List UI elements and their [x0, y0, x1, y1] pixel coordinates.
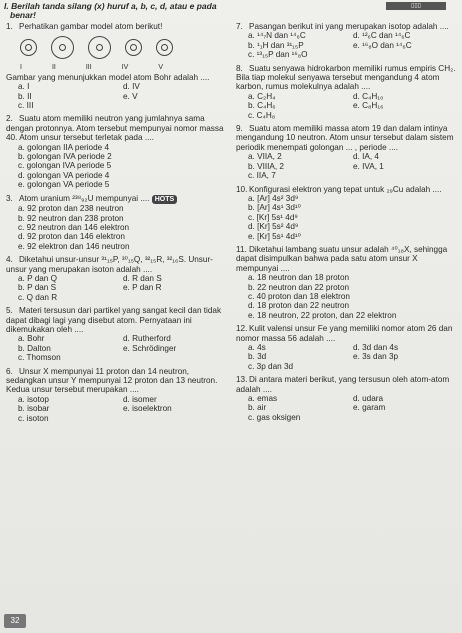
answer-option[interactable]: b. Dalton — [18, 343, 51, 353]
question-text: Konfigurasi elektron yang tepat untuk ₂₉Cu adalah .... — [249, 184, 442, 194]
question-stem — [236, 324, 458, 343]
answer-option[interactable]: e. 18 neutron, 22 proton, dan 22 elektron — [248, 310, 397, 320]
question-text: Kulit valensi unsur Fe yang memiliki nomor atom 26 dan nomor massa 56 adalah .... — [236, 324, 453, 343]
question-number: 3. — [6, 193, 13, 203]
answer-option[interactable]: a. 18 neutron dan 18 proton — [248, 273, 350, 283]
question-8 — [236, 64, 458, 120]
answer-option[interactable]: a. emas — [248, 394, 278, 404]
answer-option[interactable]: e. V — [123, 91, 138, 101]
answer-option[interactable]: a. [Ar] 4s² 3d⁹ — [248, 193, 299, 203]
question-text: Perhatikan gambar model atom berikut! — [19, 22, 163, 31]
answer-option[interactable]: b. golongan IVA periode 2 — [18, 152, 112, 162]
question-1 — [6, 22, 228, 110]
instruction-line-2: benar! — [10, 10, 36, 20]
question-stem — [6, 255, 228, 274]
answer-option[interactable]: d. [Kr] 5s² 4d⁹ — [248, 222, 299, 232]
nucleus-icon — [161, 44, 168, 51]
atom-label: II — [51, 64, 56, 72]
answer-option[interactable]: d. 92 proton dan 146 elektron — [18, 232, 125, 242]
answer-option[interactable]: d. R dan S — [123, 273, 162, 283]
question-number: 6. — [6, 366, 13, 376]
atom-model-4-icon — [125, 39, 142, 56]
answer-option[interactable]: b. 22 neutron dan 22 proton — [248, 282, 350, 292]
answer-option[interactable]: c. Thomson — [18, 353, 61, 363]
answer-option[interactable]: d. golongan VA periode 4 — [18, 170, 110, 180]
answer-option[interactable]: b. [Ar] 4s¹ 3d¹⁰ — [248, 203, 301, 213]
answer-option[interactable]: e. garam — [353, 403, 386, 413]
question-text-2: Gambar yang menunjukkan model atom Bohr adalah .... — [6, 72, 210, 82]
question-12 — [236, 324, 458, 371]
answer-options — [6, 82, 228, 110]
answer-options — [236, 31, 458, 59]
question-4 — [6, 255, 228, 302]
answer-option[interactable]: d. isomer — [123, 394, 157, 404]
question-stem — [236, 64, 458, 92]
question-number: 13. — [236, 375, 248, 385]
question-number: 1. — [6, 22, 13, 31]
answer-option[interactable]: c. ¹³₁₅P dan ¹⁶₈O — [248, 50, 308, 60]
answer-option[interactable]: d. C₄H₁₀ — [353, 91, 384, 101]
answer-option[interactable]: b. isobar — [18, 404, 50, 414]
question-text: Diketahui lambang suatu unsur adalah ⁴⁰₁₈X, sehingga dapat disimpulkan bahwa pada satu atom unsur X mempunyai .... — [236, 244, 448, 273]
question-text: Suatu atom memiliki massa atom 19 dan dalam intinya mengandung 10 neutron. Atom unsur tersebut dalam sistem periodik menempati golongan ... , periode .... — [236, 124, 454, 152]
question-number: 11. — [236, 244, 247, 254]
answer-option[interactable]: e. C₈H₁₆ — [353, 101, 384, 111]
answer-option[interactable]: c. gas oksigen — [248, 412, 301, 422]
right-column — [236, 22, 458, 426]
answer-option[interactable]: c. Q dan R — [18, 292, 58, 302]
hots-badge: HOTS — [152, 195, 177, 204]
atom-model-2-icon — [51, 36, 74, 59]
answer-option[interactable]: a. 92 proton dan 238 neutron — [18, 204, 124, 214]
answer-option[interactable]: c. III — [18, 101, 34, 111]
answer-options — [6, 204, 228, 251]
answer-options — [236, 273, 458, 320]
answer-option[interactable]: d. IV — [123, 82, 140, 92]
question-number: 10. — [236, 184, 248, 194]
atom-label: I — [20, 64, 22, 72]
answer-option[interactable]: a. isotop — [18, 394, 49, 404]
question-number: 2. — [6, 114, 13, 124]
question-text: Di antara materi berikut, yang tersusun oleh atom-atom adalah .... — [236, 375, 450, 394]
answer-option[interactable]: c. 40 proton dan 18 elektron — [248, 291, 350, 301]
question-number: 7. — [236, 22, 243, 31]
answer-options — [236, 92, 458, 120]
question-stem — [6, 306, 228, 334]
answer-options — [236, 394, 458, 422]
atom-model-3-icon — [88, 36, 111, 59]
answer-options — [236, 152, 458, 180]
answer-option[interactable]: b. VIIIA, 2 — [248, 161, 284, 171]
publisher-logo: ▯▯▯ — [386, 2, 446, 10]
atom-label: III — [85, 64, 92, 72]
question-text: Unsur X mempunyai 11 proton dan 14 neutron, sedangkan unsur Y mempunyai 12 proton dan 13 neutron. Kedua unsur tersebut merupakan .... — [6, 366, 218, 395]
answer-option[interactable]: e. [Kr] 5s¹ 4d¹⁰ — [248, 231, 301, 241]
answer-options — [6, 334, 228, 362]
answer-option[interactable]: c. IIA, 7 — [248, 171, 276, 181]
nucleus-icon — [59, 44, 66, 51]
page-number: 32 — [4, 614, 26, 628]
answer-option[interactable]: c. C₄H₈ — [248, 110, 276, 120]
question-7 — [236, 22, 458, 60]
question-stem — [236, 245, 458, 273]
question-text: Suatu atom memiliki neutron yang jumlahnya sama dengan protonnya. Atom tersebut mempunyai nomor massa 40. Atom unsur tersebut terletak pada .... — [6, 114, 224, 143]
answer-option[interactable]: e. 92 elektron dan 146 neutron — [18, 241, 130, 251]
answer-option[interactable]: d. udara — [353, 394, 384, 404]
question-13 — [236, 375, 458, 422]
answer-options — [6, 274, 228, 302]
question-2 — [6, 114, 228, 189]
question-stem — [6, 367, 228, 395]
question-number: 9. — [236, 124, 243, 134]
answer-option[interactable]: d. IA, 4 — [353, 152, 379, 162]
answer-option[interactable]: c. isoton — [18, 413, 49, 423]
question-text: Materi tersusun dari partikel yang sangat kecil dan tidak dapat dibagi lagi yang disebut atom. Pernyataan ini dikemukakan oleh .... — [6, 306, 222, 334]
answer-option[interactable]: d. 18 proton dan 22 neutron — [248, 301, 350, 311]
answer-option[interactable]: d. ¹²₆C dan ¹⁴₆C — [353, 31, 411, 41]
question-11 — [236, 245, 458, 320]
question-number: 12. — [236, 324, 248, 334]
answer-option[interactable]: a. ¹⁴₇N dan ¹⁴₆C — [248, 31, 306, 41]
question-text: Suatu senyawa hidrokarbon memiliki rumus empiris CH₂. Bila tiap molekul senyawa tersebut mengandung 4 atom karbon, rumus molekulnya adalah .... — [236, 63, 456, 92]
atom-model-5-icon — [156, 39, 173, 56]
answer-option[interactable]: e. isoelektron — [123, 404, 172, 414]
question-stem — [6, 194, 228, 204]
answer-option[interactable]: e. ¹⁶₈O dan ¹⁴₆C — [353, 40, 412, 50]
answer-options — [236, 343, 458, 371]
atom-label: V — [158, 64, 163, 72]
left-column — [6, 22, 228, 427]
answer-option[interactable]: a. 4s — [248, 343, 266, 352]
answer-options — [6, 395, 228, 423]
answer-option[interactable]: b. P dan S — [18, 283, 57, 293]
question-stem — [236, 185, 458, 194]
answer-option[interactable]: a. C₂H₄ — [248, 91, 276, 101]
answer-option[interactable]: c. golongan IVA periode 5 — [18, 161, 112, 171]
answer-option[interactable]: d. 3d dan 4s — [353, 343, 399, 352]
question-stem — [236, 124, 458, 152]
question-6 — [6, 367, 228, 423]
atom-models — [6, 31, 228, 63]
instruction-line: I. Berilah tanda silang (x) huruf a, b, c, d, atau e pada — [4, 1, 217, 11]
answer-options — [236, 194, 458, 241]
answer-option[interactable]: b. 3d — [248, 352, 267, 362]
question-10 — [236, 185, 458, 241]
answer-option[interactable]: e. P dan R — [123, 283, 162, 293]
answer-options — [6, 143, 228, 190]
question-number: 4. — [6, 255, 13, 265]
question-5 — [6, 306, 228, 362]
question-number: 5. — [6, 306, 13, 316]
answer-option[interactable]: e. Schrödinger — [123, 343, 177, 353]
question-text: Diketahui unsur-unsur ³¹₁₅P, ³⁰₁₅Q, ³²₁₅R, ³²₁₆S. Unsur-unsur yang merupakan isoton adalah .... — [6, 255, 213, 274]
answer-option[interactable]: d. Rutherford — [123, 334, 171, 344]
question-stem — [236, 22, 458, 31]
question-stem — [6, 114, 228, 142]
answer-option[interactable]: b. ¹₁H dan ³¹₁₅P — [248, 40, 304, 50]
atom-label: IV — [121, 64, 129, 72]
answer-option[interactable]: e. IVA, 1 — [353, 161, 384, 171]
answer-option[interactable]: a. P dan Q — [18, 273, 57, 283]
nucleus-icon — [130, 44, 137, 51]
atom-model-1-icon — [20, 39, 37, 56]
answer-option[interactable]: c. 3p dan 3d — [248, 361, 294, 371]
answer-option[interactable]: b. C₄H₆ — [248, 101, 276, 111]
atom-labels — [6, 63, 228, 72]
question-9 — [236, 124, 458, 180]
answer-option[interactable]: a. Bohr — [18, 334, 45, 344]
answer-option[interactable]: b. II — [18, 91, 32, 101]
answer-option[interactable]: a. VIIA, 2 — [248, 152, 282, 162]
answer-option[interactable]: a. golongan IIA periode 4 — [18, 142, 110, 152]
question-number: 8. — [236, 63, 243, 73]
question-3 — [6, 194, 228, 251]
nucleus-icon — [25, 44, 32, 51]
question-stem — [236, 375, 458, 394]
question-stem — [6, 22, 228, 31]
answer-option[interactable]: a. I — [18, 82, 30, 92]
answer-option[interactable]: e. golongan VA periode 5 — [18, 180, 110, 190]
answer-option[interactable]: b. air — [248, 403, 267, 413]
answer-option[interactable]: c. 92 neutron dan 146 elektron — [18, 222, 130, 232]
answer-option[interactable]: c. [Kr] 5s¹ 4d⁹ — [248, 212, 298, 222]
nucleus-icon — [96, 44, 103, 51]
question-text: Pasangan berikut ini yang merupakan isotop adalah .... — [249, 22, 449, 31]
answer-option[interactable]: b. 92 neutron dan 238 proton — [18, 213, 124, 223]
question-text: Atom uranium ²³⁸₉₂U mempunyai .... — [19, 193, 150, 203]
answer-option[interactable]: e. 3s dan 3p — [353, 352, 399, 362]
